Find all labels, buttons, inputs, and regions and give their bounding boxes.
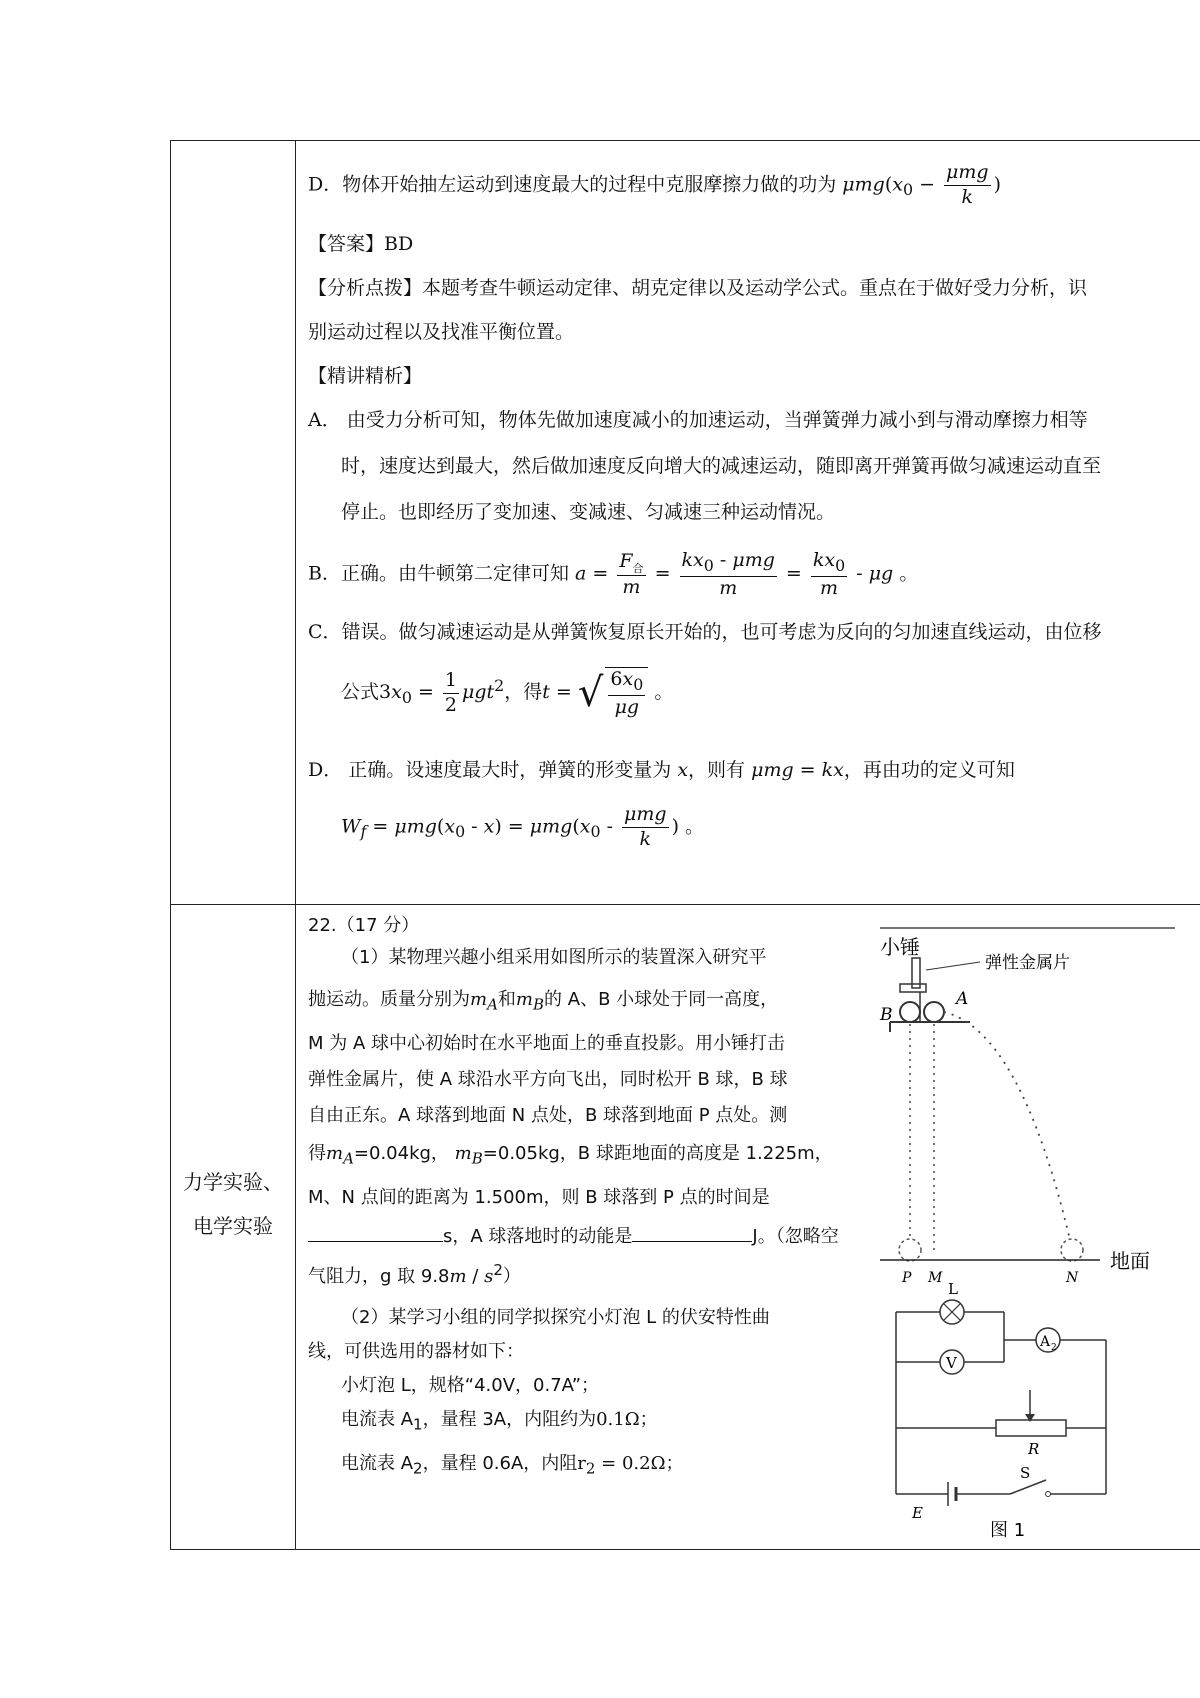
label-v: V — [946, 1354, 957, 1372]
option-d-statement: D．物体开始抽左运动到速度最大的过程中克服摩擦力做的功为 $\mu mg(x_0$ − $\frac{\text{μmg}}{k}$ ) — [308, 161, 1001, 208]
equipment-item-3: 电流表 $A_2$，量程 0.6A，内阻$r_2 = 0.2\Omega$； — [341, 1453, 684, 1478]
label-e: E — [912, 1504, 923, 1522]
switch-icon — [1010, 1480, 1046, 1494]
category-cell — [171, 905, 296, 1550]
option-c-line-1: C．错误。做匀减速运动是从弹簧恢复原长开始的，也可考虑为反向的匀加速直线运动，由位移 — [308, 621, 1102, 643]
label-r: R — [1028, 1440, 1040, 1458]
p1-line-5: 自由正东。A 球落到地面 N 点处，B 球落到地面 P 点处。测 — [308, 1105, 788, 1126]
label-n: N — [1066, 1270, 1079, 1286]
plate-label: 弹性金属片 — [985, 953, 1070, 973]
analysis-line-1: 【分析点拨】本题考查牛顿运动定律、胡克定律以及运动学公式。重点在于做好受力分析，识 — [308, 277, 1088, 299]
p2-line-2: 线，可供选用的器材如下： — [308, 1341, 524, 1362]
label-lamp: L — [948, 1280, 958, 1298]
label-p: P — [902, 1270, 912, 1286]
p1-line-6: 得$m_A=0.04kg$， $m_B=0.05kg$，B 球距地面的高度是 1.225m， — [308, 1143, 833, 1168]
p1-line-4: 弹性金属片，使 A 球沿水平方向飞出，同时松开 B 球，B 球 — [308, 1069, 788, 1090]
option-a-line-3: 停止。也即经历了变加速、变减速、匀减速三种运动情况。 — [341, 501, 836, 523]
p1-line-1: （1）某物理兴趣小组采用如图所示的装置深入研究平 — [341, 947, 767, 968]
hammer-label: 小锤 — [880, 935, 920, 959]
label-s: S — [1020, 1464, 1031, 1482]
ground-label: 地面 — [1110, 1249, 1150, 1273]
answer-blank-time[interactable] — [308, 1223, 443, 1242]
p2-line-1: （2）某学习小组的同学拟探究小灯泡 L 的伏安特性曲 — [341, 1307, 770, 1328]
p1-line-9: 气阻力，g 取 $9.8m / s^2$） — [308, 1261, 521, 1287]
option-d-line-1: D． 正确。设速度最大时，弹簧的形变量为 x，则有 μmg = kx，再由功的定义可知 — [308, 759, 1015, 781]
analysis-line-2: 别运动过程以及找准平衡位置。 — [308, 321, 575, 343]
p1-line-8: s，A 球落地时的动能是 J。（忽略空 — [308, 1223, 839, 1248]
category-label-2: 电学实验 — [193, 1214, 273, 1238]
option-d-work-formula: $W_f = \mu mg(x_0 - x) = \mu mg(x_0$ - $\frac{\text{μmg}}{k}$ ) 。 — [341, 803, 705, 850]
equipment-item-1: 小灯泡 L，规格“4.0V，0.7A”； — [341, 1375, 600, 1396]
rheostat-icon — [996, 1420, 1066, 1436]
label-a: A — [956, 989, 969, 1009]
p1-line-2: 抛运动。质量分别为$m_A$和$m_B$的 A、B 小球处于同一高度， — [308, 989, 779, 1014]
ball-b-icon — [900, 1002, 920, 1022]
label-b: B — [880, 1005, 893, 1025]
option-c-formula: 公式$3x_0$ = $\frac{1}{2}$ μgt$^2$，得t = √ $\frac{6x_0}{\mu g}$ 。 — [341, 668, 674, 718]
solution-cell — [296, 141, 1200, 905]
equipment-item-2: 电流表 $A_1$，量程 3A，内阻约为0.1Ω； — [341, 1409, 658, 1434]
svg-text:2: 2 — [1051, 1343, 1057, 1353]
p1-line-7: M、N 点间的距离为 1.500m，则 B 球落到 P 点的时间是 — [308, 1187, 770, 1208]
category-cell-empty — [171, 141, 296, 905]
experiment-figure — [870, 920, 1200, 1540]
category-label-1: 力学实验、 — [183, 1170, 283, 1194]
answer-blank-energy[interactable] — [632, 1223, 752, 1242]
option-a-line-2: 时，速度达到最大，然后做加速度反向增大的减速运动，随即离开弹簧再做匀减速运动直至 — [341, 455, 1102, 477]
question-number: 22.（17 分） — [308, 915, 420, 936]
detail-title: 【精讲精析】 — [308, 365, 423, 387]
answer-line: 【答案】BD — [308, 233, 414, 255]
option-a-line-1: A． 由受力分析可知，物体先做加速度减小的加速运动，当弹簧弹力减小到与滑动摩擦力相等 — [308, 409, 1088, 431]
ball-a-icon — [924, 1002, 944, 1022]
figure-caption: 图 1 — [990, 1520, 1026, 1540]
label-m: M — [928, 1270, 943, 1286]
option-b-line: B．正确。由牛顿第二定律可知 a = $\frac{F_合}{m}$ = $\frac{kx_0 - \mu mg}{m}$ = $\frac{kx_0}{m}$ - μg 。 — [308, 549, 919, 599]
label-a2: A — [1040, 1334, 1051, 1350]
p1-line-3: M 为 A 球中心初始时在水平地面上的垂直投影。用小锤打击 — [308, 1033, 786, 1054]
trajectory-path — [944, 1012, 1070, 1240]
